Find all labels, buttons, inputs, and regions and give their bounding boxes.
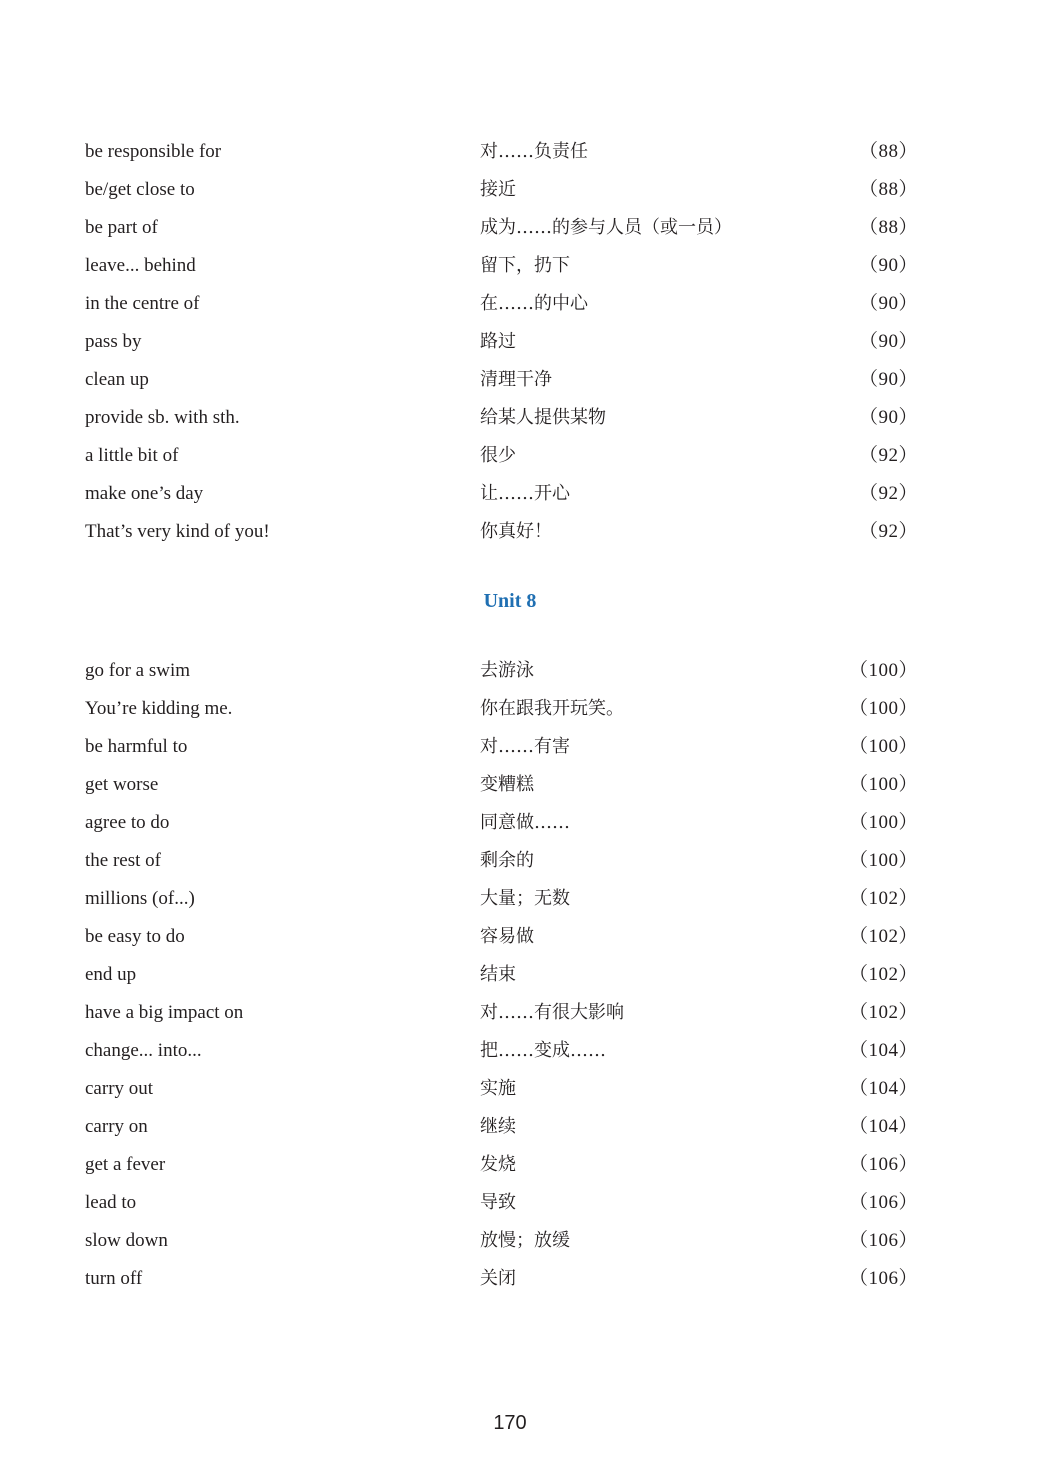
phrase-chinese: 继续 [480,1116,516,1137]
phrase-page-ref: （88） [858,141,918,162]
phrase-chinese: 容易做 [480,926,534,947]
phrase-english: be responsible for [85,141,222,162]
phrase-english: be easy to do [85,926,185,947]
phrase-chinese: 结束 [480,964,516,985]
phrase-chinese: 去游泳 [480,660,534,681]
list-item [85,994,925,1032]
list-item [85,804,925,842]
phrase-page-ref: （88） [858,217,918,238]
phrase-english: get worse [85,774,159,795]
list-item [85,171,925,209]
phrase-chinese: 大量；无数 [480,888,570,909]
phrase-page-ref: （100） [848,736,918,757]
list-item [85,1070,925,1108]
phrase-chinese: 导致 [480,1192,516,1213]
phrase-english: leave... behind [85,255,196,276]
phrase-chinese: 实施 [480,1078,516,1099]
list-item [85,323,925,361]
phrase-chinese: 留下，扔下 [480,255,570,276]
list-item [85,1108,925,1146]
phrase-english: be part of [85,217,158,238]
list-item [85,1146,925,1184]
phrase-english: lead to [85,1192,137,1213]
phrase-chinese: 对……负责任 [480,141,588,162]
phrase-page-ref: （100） [848,850,918,871]
list-item [85,842,925,880]
phrase-english: end up [85,964,137,985]
phrase-chinese: 对……有很大影响 [480,1002,624,1023]
unit-heading: Unit 8 [483,590,537,612]
phrase-page-ref: （106） [848,1268,918,1289]
phrase-page-ref: （106） [848,1192,918,1213]
list-item [85,133,925,171]
phrase-english: You’re kidding me. [85,698,233,719]
phrase-chinese: 在……的中心 [480,293,588,314]
phrase-chinese: 把……变成…… [480,1040,606,1061]
phrase-page-ref: （88） [858,179,918,200]
phrase-page-ref: （90） [858,369,918,390]
phrase-english: millions (of...) [85,888,195,909]
phrase-page-ref: （92） [858,483,918,504]
phrase-english: That’s very kind of you! [85,521,270,542]
list-item [85,513,925,551]
phrase-english: carry out [85,1078,154,1099]
list-item [85,918,925,956]
phrase-page-ref: （92） [858,445,918,466]
phrase-english: provide sb. with sth. [85,407,240,428]
phrase-english: be harmful to [85,736,188,757]
phrase-english: slow down [85,1230,168,1251]
phrase-chinese: 让……开心 [480,483,570,504]
phrase-chinese: 清理干净 [480,369,552,390]
phrase-page-ref: （106） [848,1230,918,1251]
list-item [85,285,925,323]
phrase-english: in the centre of [85,293,200,314]
phrase-english: the rest of [85,850,161,871]
unit8-phrase-list [85,652,925,1298]
phrase-english: make one’s day [85,483,204,504]
phrase-page-ref: （90） [858,293,918,314]
phrase-chinese: 发烧 [480,1154,516,1175]
list-item [85,361,925,399]
phrase-page-ref: （100） [848,660,918,681]
list-item [85,880,925,918]
phrase-chinese: 同意做…… [480,812,570,833]
phrase-english: have a big impact on [85,1002,244,1023]
phrase-page-ref: （90） [858,255,918,276]
phrase-page-ref: （102） [848,1002,918,1023]
phrase-page-ref: （102） [848,964,918,985]
phrase-page-ref: （90） [858,407,918,428]
list-item [85,1260,925,1298]
phrase-chinese: 关闭 [480,1268,516,1289]
list-item [85,690,925,728]
unit7-phrase-list [85,133,925,551]
phrase-english: turn off [85,1268,143,1289]
phrase-chinese: 很少 [480,445,516,466]
list-item [85,247,925,285]
phrase-english: pass by [85,331,142,352]
phrase-english: go for a swim [85,660,191,681]
phrase-chinese: 你在跟我开玩笑。 [480,698,624,719]
phrase-chinese: 你真好！ [480,521,552,542]
list-item [85,1184,925,1222]
phrase-english: a little bit of [85,445,179,466]
list-item [85,766,925,804]
list-item [85,1032,925,1070]
phrase-page-ref: （100） [848,812,918,833]
list-item [85,437,925,475]
phrase-chinese: 对……有害 [480,736,570,757]
list-item [85,728,925,766]
phrase-page-ref: （106） [848,1154,918,1175]
phrase-english: be/get close to [85,179,195,200]
phrase-page-ref: （90） [858,331,918,352]
page-number: 170 [493,1412,527,1434]
phrase-english: carry on [85,1116,148,1137]
list-item [85,652,925,690]
phrase-page-ref: （100） [848,698,918,719]
list-item [85,1222,925,1260]
list-item [85,475,925,513]
phrase-chinese: 成为……的参与人员（或一员） [480,217,732,238]
phrase-page-ref: （104） [848,1116,918,1137]
phrase-chinese: 放慢；放缓 [480,1230,570,1251]
phrase-english: agree to do [85,812,170,833]
phrase-page-ref: （102） [848,926,918,947]
phrase-page-ref: （102） [848,888,918,909]
phrase-page-ref: （104） [848,1078,918,1099]
phrase-chinese: 给某人提供某物 [480,407,606,428]
phrase-page-ref: （100） [848,774,918,795]
phrase-chinese: 接近 [480,179,516,200]
phrase-chinese: 变糟糕 [480,774,534,795]
phrase-page-ref: （104） [848,1040,918,1061]
phrase-page-ref: （92） [858,521,918,542]
list-item [85,956,925,994]
phrase-english: change... into... [85,1040,202,1061]
phrase-chinese: 剩余的 [480,850,534,871]
phrase-english: get a fever [85,1154,166,1175]
list-item [85,399,925,437]
list-item [85,209,925,247]
phrase-chinese: 路过 [480,331,516,352]
phrase-english: clean up [85,369,149,390]
